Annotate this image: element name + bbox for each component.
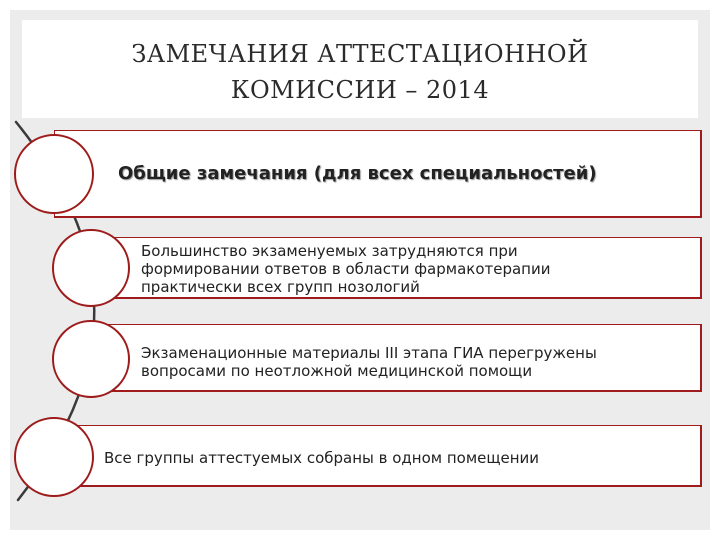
list-item-pharmacotherapy xyxy=(90,237,702,299)
bullet-circle-2 xyxy=(52,229,130,307)
list-item-text: Большинство экзаменуемых затрудняются при формировании ответов в области фармакотерапии практически всех групп нозологий xyxy=(141,242,551,296)
list-item-text: Общие замечания (для всех специальностей) xyxy=(118,163,597,184)
list-item-text: Все группы аттестуемых собраны в одном помещении xyxy=(104,449,540,467)
list-item-single-room xyxy=(54,425,702,487)
bullet-circle-4 xyxy=(14,417,94,497)
bullet-circle-1 xyxy=(14,134,94,214)
title-card xyxy=(22,20,698,118)
list-item-text: Экзаменационные материалы III этапа ГИА перегружены вопросами по неотложной медицинской помощи xyxy=(141,344,597,380)
slide-title-line-2: КОМИССИИ – 2014 xyxy=(230,76,490,104)
bullet-circle-3 xyxy=(52,320,130,398)
list-item-exam-materials xyxy=(90,324,702,392)
list-item-general-remarks xyxy=(54,130,702,218)
slide-title-line-1: ЗАМЕЧАНИЯ АТТЕСТАЦИОННОЙ xyxy=(131,40,589,68)
